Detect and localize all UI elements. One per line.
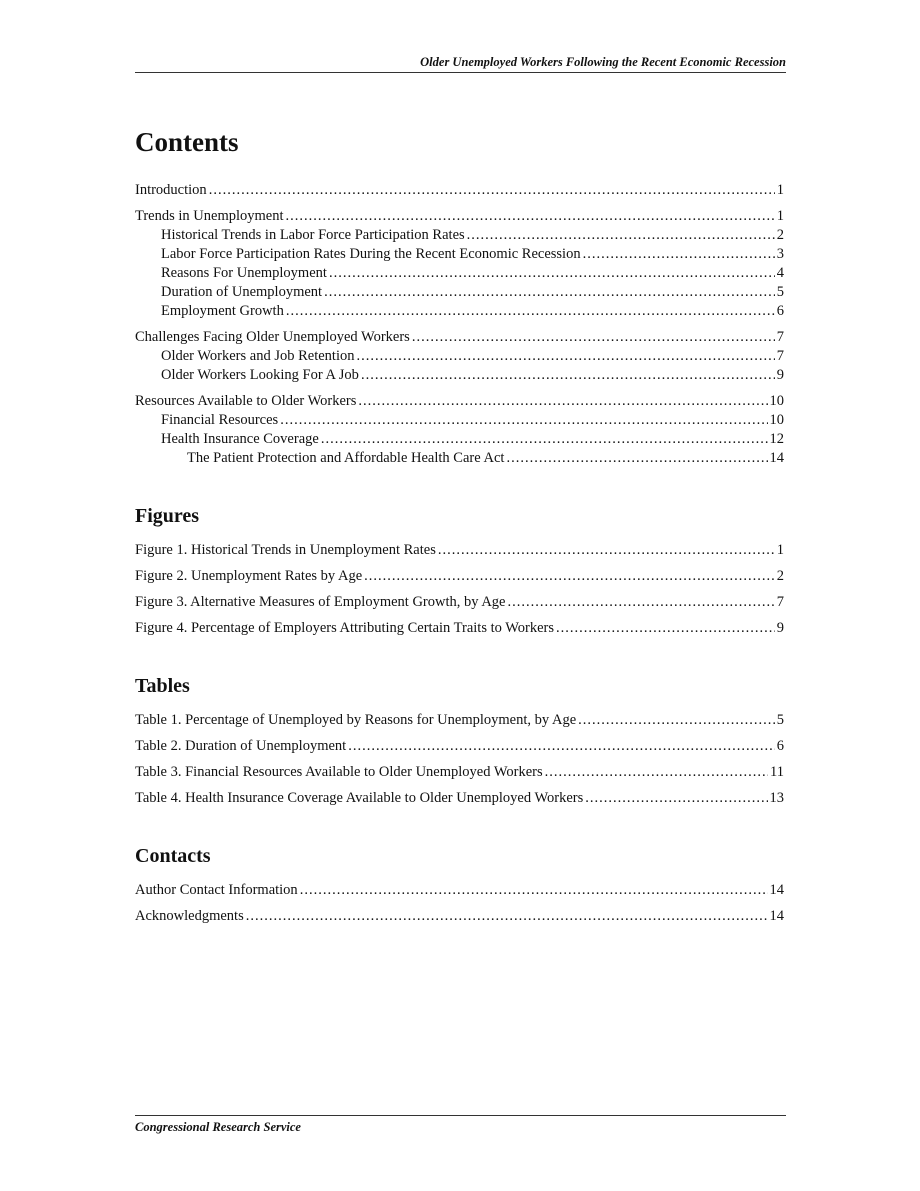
- dot-leader: [585, 789, 767, 808]
- figures-section: [135, 503, 784, 638]
- toc-entry-challenges[interactable]: [135, 328, 784, 347]
- toc-entry-page: 13: [769, 790, 784, 806]
- toc-entry-label: Table 2. Duration of Unemployment: [135, 738, 347, 754]
- toc-entry-label: Table 3. Financial Resources Available to Older Unemployed Workers: [135, 764, 543, 780]
- toc-entry-label: Resources Available to Older Workers: [135, 393, 357, 409]
- contacts-list: [135, 881, 784, 926]
- toc-entry-page: 1: [776, 542, 784, 558]
- running-footer: Congressional Research Service: [135, 1120, 301, 1134]
- toc-entry-page: 7: [776, 348, 784, 364]
- toc-entry-label: Labor Force Participation Rates During the Recent Economic Recession: [161, 246, 581, 262]
- toc-entry-label: Acknowledgments: [135, 908, 244, 924]
- tables-section: [135, 673, 784, 808]
- dot-leader: [545, 763, 768, 782]
- figure-entry[interactable]: [135, 567, 784, 586]
- toc-entry-label: Figure 3. Alternative Measures of Employment Growth, by Age: [135, 594, 506, 610]
- figure-entry[interactable]: [135, 541, 784, 560]
- toc-entry-page: 2: [776, 227, 784, 243]
- contact-entry[interactable]: [135, 881, 784, 900]
- dot-leader: [321, 430, 768, 449]
- dot-leader: [412, 328, 775, 347]
- table-entry[interactable]: [135, 711, 784, 730]
- dot-leader: [286, 207, 775, 226]
- toc-entry-label: Financial Resources: [161, 412, 279, 428]
- dot-leader: [324, 283, 775, 302]
- toc-entry-page: 10: [769, 412, 784, 428]
- toc-entry-label: Reasons For Unemployment: [161, 265, 327, 281]
- dot-leader: [556, 619, 775, 638]
- toc-entry-label: Employment Growth: [161, 303, 284, 319]
- toc-entry-reasons-for-unemployment[interactable]: [135, 264, 784, 283]
- dot-leader: [280, 411, 767, 430]
- toc-entry-resources[interactable]: [135, 392, 784, 411]
- toc-entry-label: Challenges Facing Older Unemployed Workers: [135, 329, 410, 345]
- toc-entry-page: 14: [769, 908, 784, 924]
- figure-entry[interactable]: [135, 593, 784, 612]
- dot-leader: [583, 245, 775, 264]
- toc-entry-page: 1: [776, 208, 784, 224]
- table-entry[interactable]: [135, 763, 784, 782]
- contacts-section: [135, 843, 784, 926]
- dot-leader: [348, 737, 775, 756]
- toc-entry-page: 7: [776, 329, 784, 345]
- toc-entry-page: 14: [769, 882, 784, 898]
- toc-entry-label: Trends in Unemployment: [135, 208, 284, 224]
- toc-entry-page: 10: [769, 393, 784, 409]
- toc-entry-trends-in-unemployment[interactable]: [135, 207, 784, 226]
- running-header: Older Unemployed Workers Following the Recent Economic Recession: [420, 55, 786, 69]
- table-entry[interactable]: [135, 737, 784, 756]
- toc-entry-label: Figure 2. Unemployment Rates by Age: [135, 568, 363, 584]
- toc-entry-label: Older Workers Looking For A Job: [161, 367, 359, 383]
- dot-leader: [329, 264, 775, 283]
- dot-leader: [467, 226, 775, 245]
- toc-entry-page: 2: [776, 568, 784, 584]
- dot-leader: [364, 567, 775, 586]
- dot-leader: [356, 347, 774, 366]
- toc-entry-financial-resources[interactable]: [135, 411, 784, 430]
- toc-entry-page: 3: [776, 246, 784, 262]
- dot-leader: [300, 881, 768, 900]
- figures-heading: Figures: [135, 505, 200, 527]
- toc-entry-label: Table 1. Percentage of Unemployed by Reasons for Unemployment, by Age: [135, 712, 577, 728]
- dot-leader: [578, 711, 775, 730]
- dot-leader: [246, 907, 768, 926]
- tables-list: [135, 711, 784, 808]
- figures-list: [135, 541, 784, 638]
- dot-leader: [506, 449, 767, 468]
- toc-entry-label: Author Contact Information: [135, 882, 298, 898]
- dot-leader: [358, 392, 767, 411]
- toc-entry-looking-for-job[interactable]: [135, 366, 784, 385]
- dot-leader: [286, 302, 775, 321]
- table-entry[interactable]: [135, 789, 784, 808]
- toc-entry-page: 5: [776, 712, 784, 728]
- dot-leader: [361, 366, 775, 385]
- tables-heading: Tables: [135, 675, 190, 697]
- header-rule: [135, 72, 786, 73]
- figure-entry[interactable]: [135, 619, 784, 638]
- dot-leader: [438, 541, 775, 560]
- toc-entry-label: Figure 4. Percentage of Employers Attributing Certain Traits to Workers: [135, 620, 555, 636]
- toc-entry-participation-rates-recession[interactable]: [135, 245, 784, 264]
- toc-entry-page: 12: [769, 431, 784, 447]
- toc-entry-label: Figure 1. Historical Trends in Unemployment Rates: [135, 542, 436, 558]
- toc-entry-historical-trends[interactable]: [135, 226, 784, 245]
- contact-entry[interactable]: [135, 907, 784, 926]
- dot-leader: [209, 181, 775, 200]
- toc-entry-employment-growth[interactable]: [135, 302, 784, 321]
- contacts-heading: Contacts: [135, 845, 211, 867]
- toc-entry-label: Historical Trends in Labor Force Participation Rates: [161, 227, 465, 243]
- toc-entry-page: 7: [776, 594, 784, 610]
- dot-leader: [508, 593, 775, 612]
- toc-entry-label: Health Insurance Coverage: [161, 431, 319, 447]
- toc-entry-job-retention[interactable]: [135, 347, 784, 366]
- toc-entry-label: Table 4. Health Insurance Coverage Available to Older Unemployed Workers: [135, 790, 584, 806]
- footer-rule: [135, 1115, 786, 1116]
- toc-entry-health-insurance[interactable]: [135, 430, 784, 449]
- toc-entry-page: 4: [776, 265, 784, 281]
- toc-entry-page: 6: [776, 303, 784, 319]
- toc-entry-page: 5: [776, 284, 784, 300]
- contents-list: [135, 181, 784, 468]
- toc-entry-label: Older Workers and Job Retention: [161, 348, 355, 364]
- toc-entry-page: 9: [776, 367, 784, 383]
- toc-entry-introduction[interactable]: [135, 181, 784, 200]
- toc-entry-label: The Patient Protection and Affordable Health Care Act: [187, 450, 505, 466]
- toc-entry-label: Duration of Unemployment: [161, 284, 323, 300]
- toc-entry-page: 14: [769, 450, 784, 466]
- table-of-contents: [135, 124, 784, 926]
- toc-entry-page: 1: [776, 182, 784, 198]
- toc-entry-page: 11: [770, 764, 784, 780]
- toc-entry-affordable-care-act[interactable]: [135, 449, 784, 468]
- contents-heading: Contents: [135, 127, 239, 157]
- toc-entry-page: 9: [776, 620, 784, 636]
- toc-entry-label: Introduction: [135, 182, 207, 198]
- toc-entry-duration-of-unemployment[interactable]: [135, 283, 784, 302]
- toc-entry-page: 6: [776, 738, 784, 754]
